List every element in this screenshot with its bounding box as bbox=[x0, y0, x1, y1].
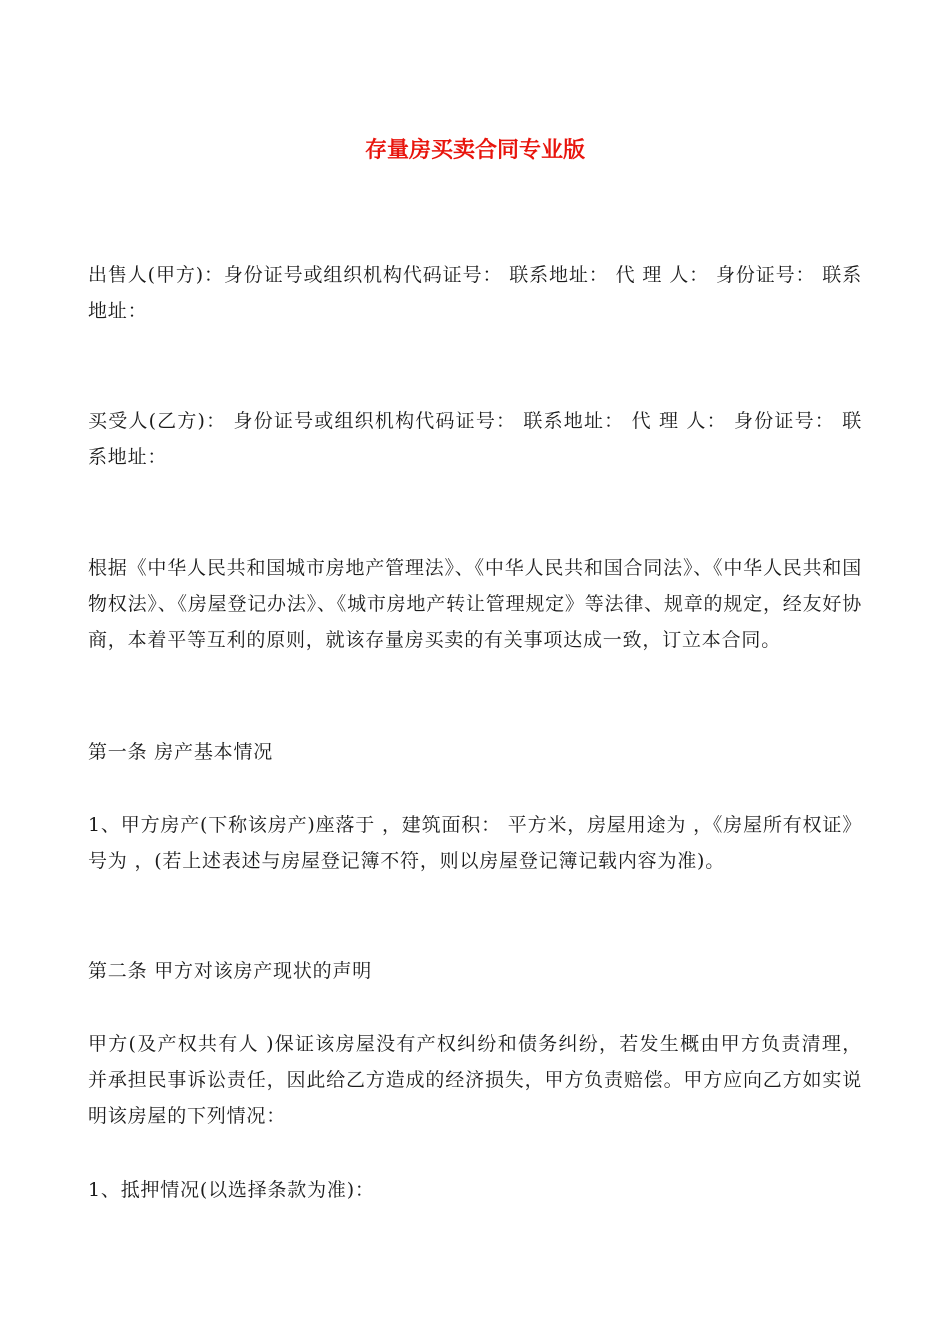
paragraph-preamble: 根据《中华人民共和国城市房地产管理法》、《中华人民共和国合同法》、《中华人民共和国物权法》、《房屋登记办法》、《城市房地产转让管理规定》等法律、规章的规定，经友好协商，本着平等互利的原则，就该存量房买卖的有关事项达成一致，订立本合同。 bbox=[88, 557, 862, 651]
article-2-body: 甲方(及产权共有人 )保证该房屋没有产权纠纷和债务纠纷，若发生概由甲方负责清理，并承担民事诉讼责任，因此给乙方造成的经济损失，甲方负责赔偿。甲方应向乙方如实说明该房屋的下列情况： bbox=[88, 1033, 862, 1127]
paragraph-buyer: 买受人(乙方)： 身份证号或组织机构代码证号： 联系地址： 代 理 人： 身份证号： 联系地址： bbox=[88, 410, 862, 468]
article-1-heading: 第一条 房产基本情况 bbox=[88, 741, 274, 763]
article-2-clause-1: 1、抵押情况(以选择条款为准)： bbox=[88, 1179, 375, 1201]
paragraph-seller: 出售人(甲方)：身份证号或组织机构代码证号： 联系地址： 代 理 人： 身份证号： 联系地址： bbox=[88, 264, 862, 322]
article-2-heading: 第二条 甲方对该房产现状的声明 bbox=[88, 960, 373, 982]
document-title: 存量房买卖合同专业版 bbox=[364, 138, 585, 163]
article-1-clause-1: 1、甲方房产(下称该房产)座落于 ，建筑面积： 平方米，房屋用途为 ，《房屋所有权证》号为 ，(若上述表述与房屋登记簿不符，则以房屋登记簿记载内容为准)。 bbox=[88, 814, 862, 872]
